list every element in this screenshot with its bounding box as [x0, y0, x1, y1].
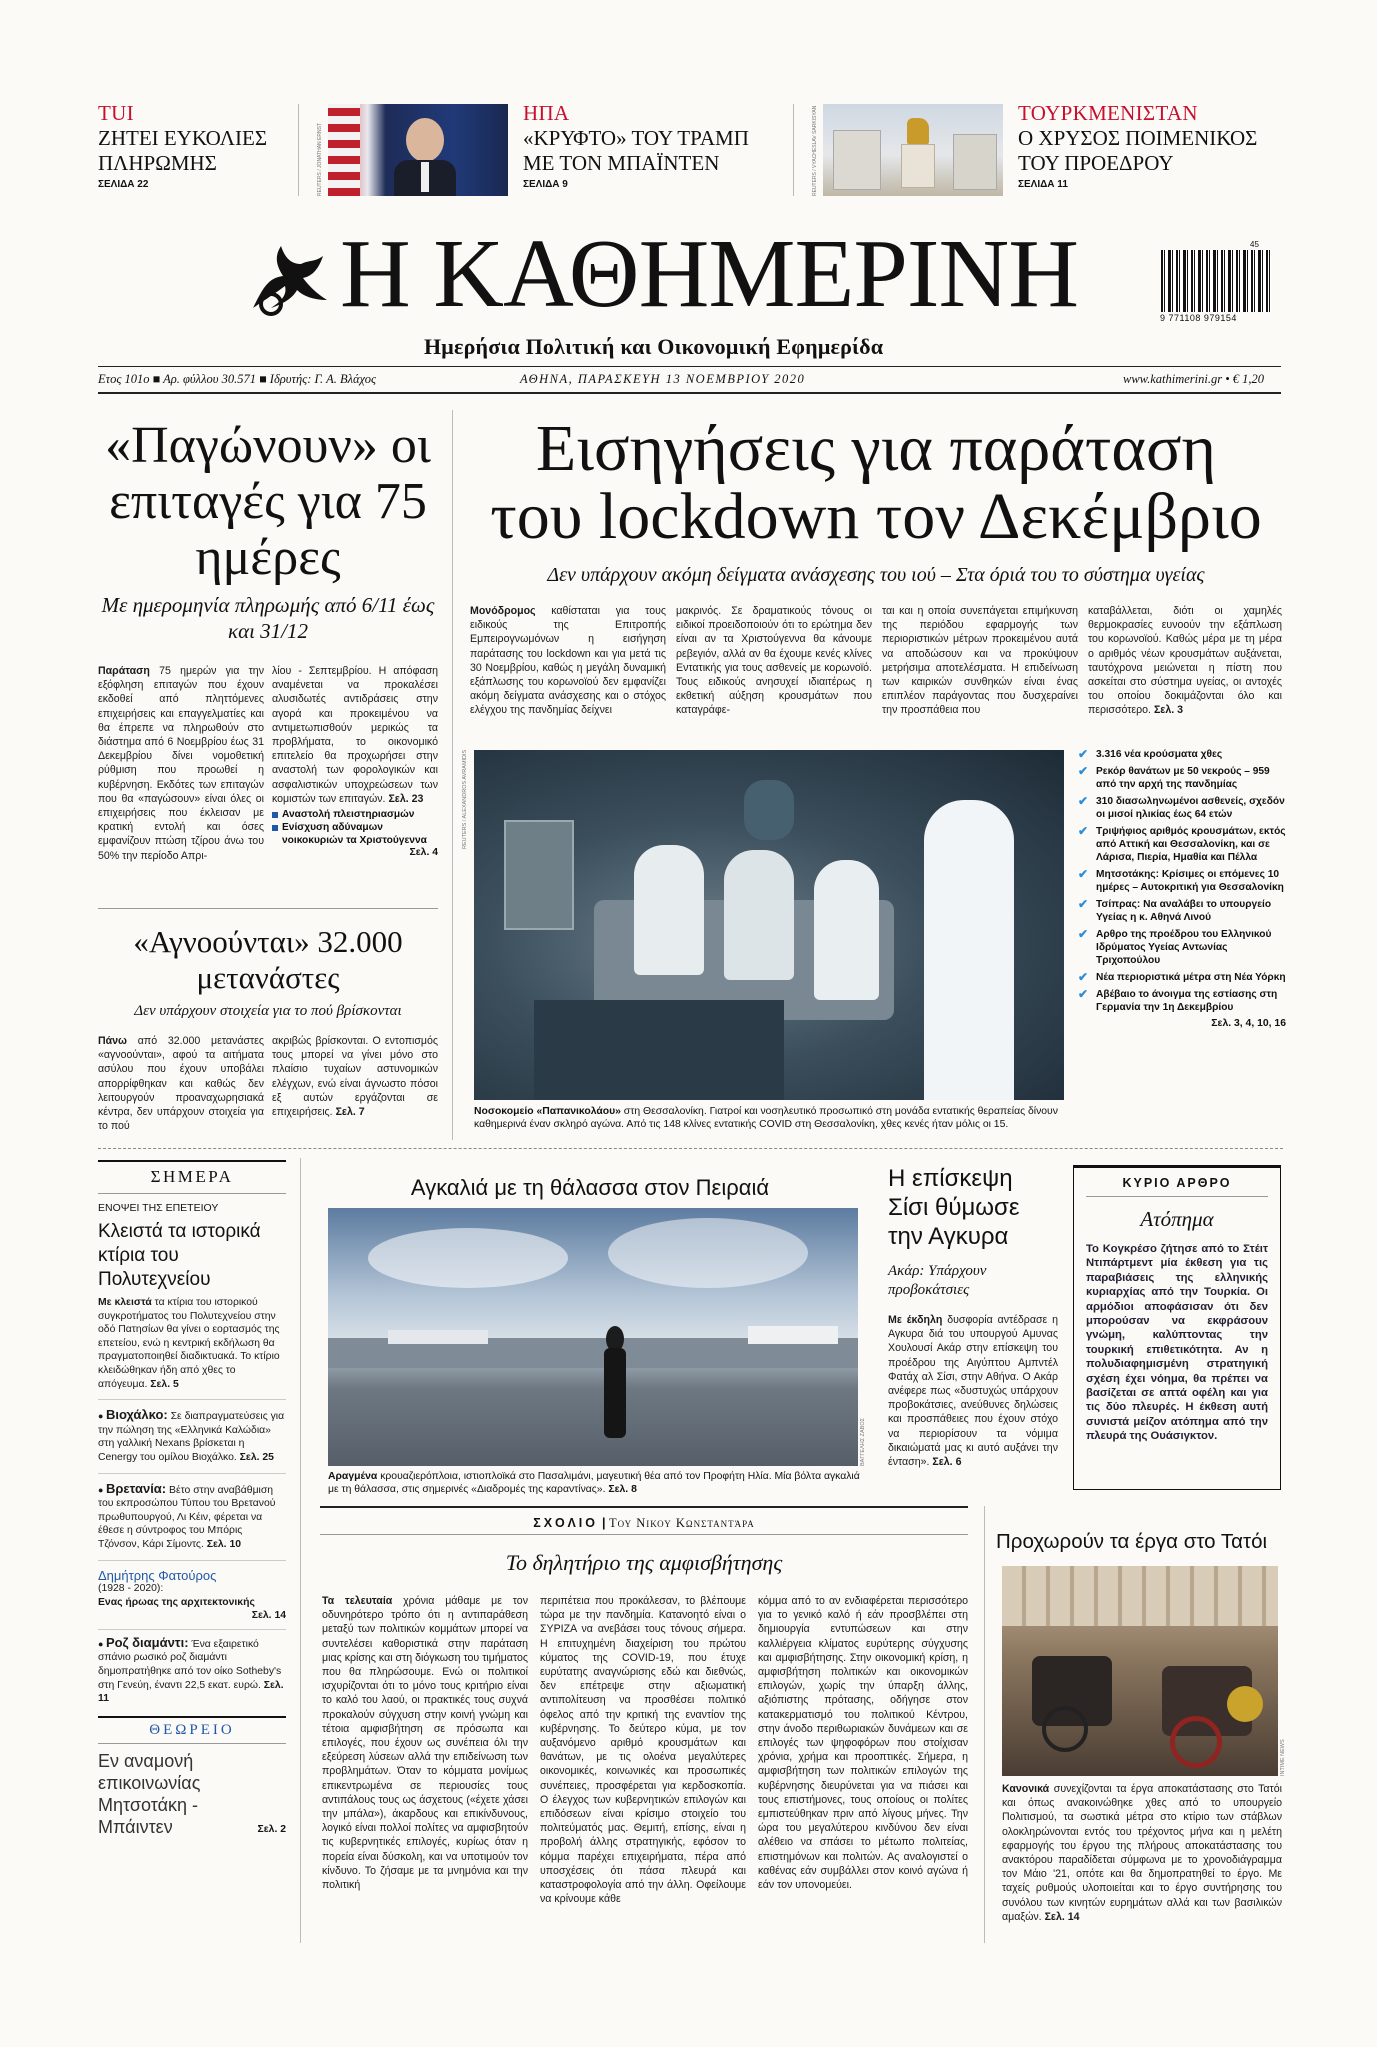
- teaser-tag: TUI: [98, 101, 134, 125]
- biden-photo: [328, 104, 508, 196]
- column-rule: [984, 1506, 985, 1943]
- page-ref: Σελ. 3, 4, 10, 16: [1211, 1018, 1286, 1029]
- teaser-page: ΣΕΛΙΔΑ 9: [523, 179, 568, 190]
- editorial-title: Ατόπημα: [1140, 1207, 1214, 1231]
- migrants-headline: «Αγνοούνται» 32.000 μετανάστες: [133, 924, 403, 995]
- lead-word: Μονόδρομος: [470, 605, 536, 617]
- teaser-divider: [298, 104, 299, 196]
- barcode-top: 45: [1250, 240, 1259, 249]
- teaser-title: ΖΗΤΕΙ ΕΥΚΟΛΙΕΣ ΠΛΗΡΩΜΗΣ: [98, 126, 268, 175]
- migrants-deck: Δεν υπάρχουν στοιχεία για το πού βρίσκονται: [134, 1003, 402, 1019]
- web-price: www.kathimerini.gr • € 1,20: [1123, 372, 1264, 386]
- migrants-col2: ακριβώς βρίσκονται. Ο εντοπισμός τους μπορεί να γίνει μόνο στο πλαίσιο τυχαίων αστυνομικών ελέγχων, ενώ είναι άγνωστο πόσοι εξ αυτών εργάζονται σε επιχειρήσεις. Σελ. 7: [272, 1035, 438, 1119]
- griffin-logo-icon: [243, 238, 331, 318]
- turkmenistan-photo: [823, 104, 1003, 196]
- masthead-subtitle: Ημερήσια Πολιτική και Οικονομική Εφημερίδα: [424, 334, 884, 359]
- piraeus-caption: Αραγμένα κρουαζιερόπλοια, ιστιοπλοϊκά στο Πασαλιμάνι, μαγευτική θέα από τον Προφήτη Ηλία. Μία βόλτα αγκαλιά με τη θάλασσα, στις σημερινές «Διαδρομές της καραντίνας». Σελ. 8: [328, 1471, 860, 1496]
- main-col4: καταβάλλεται, διότι οι χαμηλές θερμοκρασίες ευνοούν την εξάπλωση του κορωνοϊού. Καθώς μέρα με τη μέρα ο αριθμός νέων κρουσμάτων αυξάνεται, ταυτόχρονα μειώνεται η πίστη που ασκείται στο σύστημα υγείας, οι αντοχές του οποίου δοκιμάζονται όλο και περισσότερο. Σελ. 3: [1088, 605, 1282, 717]
- piraeus-photo: [328, 1208, 858, 1466]
- page-ref: Σελ. 4: [409, 847, 438, 859]
- photo-credit: INTIME NEWS: [1280, 1739, 1286, 1776]
- left-story-deck: Με ημερομηνία πληρωμής από 6/11 έως και 31/12: [101, 593, 435, 643]
- today-item-1: Με κλειστά τα κτίρια του ιστορικού συγκροτήματος του Πολυτεχνείου στην οδό Πατησίων θα γίνει ο εορτασμός της επετείου, ενώ η κεντρική εκδήλωση θα πραγματοποιηθεί διαδικτυακά. Το κτίριο κλειδώθηκαν ήδη από χθες το απόγευμα. Σελ. 5: [98, 1297, 280, 1390]
- photo-credit: REUTERS / VYACHESLAV SARKISYAN: [812, 105, 818, 196]
- comment-col2: περιπέτεια που προκάλεσαν, το βλέπουμε τώρα με την πανδημία. Κατανοητό είναι ο ΣΥΡΙΖΑ να ανεβάσει τους τόνους σήμερα. Η επιτυχημένη διαχείριση του πρώτου κύματος της COVID-19, που έτυχε ευρύτατης αναγνώρισης εδώ και διεθνώς, δεν επέτρεψε στην αξιωματική αντιπολίτευση να προσθέσει πολιτικό όφελος από την κριτική της εναντίον της κυβέρνησης. Το δεύτερο κύμα, με τον αυξανόμενο αριθμό κρουσμάτων και θανάτων, με τις ολοένα μεγαλύτερες οικονομικές, κοινωνικές και προσωπικές συνέπειες, προσφέρεται για κερδοσκοπία. Ο έλεγχος των κυβερνητικών επιλογών και επιδόσεων είναι κρίσιμο στοιχείο του πολιτεύματός μας. Θεμιτή, επίσης, είναι η προβολή άλλης στρατηγικής, εφόσον το κόμμα παρέχει επιχειρήματα, πέρα από υποσχέσεις ότι πάσα πλευρά και καταστροφολογία από την άλλη. Οφείλουμε να κρίνουμε κάθε: [540, 1595, 746, 1906]
- photo-credit: REUTERS / JONATHAN ERNST: [317, 123, 323, 196]
- teaser-page: ΣΕΛΙΔΑ 11: [1018, 179, 1068, 190]
- bullet-item[interactable]: ✔ Αρθρο της προέδρου του Ελληνικού Ιδρύματος Υγείας Αντωνίας Τριχοπούλου: [1078, 928, 1286, 967]
- main-deck: Δεν υπάρχουν ακόμη δείγματα ανάσχεσης του ιού – Στα όριά του το σύστημα υγείας: [547, 564, 1205, 586]
- bullet-item[interactable]: ✔ Αβέβαιο το άνοιγμα της εστίασης στη Γερμανία την 1η Δεκεμβρίου: [1078, 988, 1286, 1014]
- comment-col3: κόμμα από το αν ενδιαφέρεται περισσότερο για το γενικό καλό ή εάν προσβλέπει στη δημιουργία εντυπώσεων και στην καλλιέργεια κλίματος ευρύτερης σύγχυσης και αμφισβήτησης. Στην οικονομική κρίση, η αμφισβήτηση πολιτικών και οικονομικών επιλογών, χωρίς την ύπαρξη άλλης, αξιόπιστης πρότασης, οδήγησε στον κατακερματισμό του πολιτικού Κέντρου, στην άνοδο περιθωριακών δυνάμεων και σε επιλογές των ψηφοφόρων που στοίχισαν χρόνια, χρήμα και προοπτικές. Σήμερα, η αμφισβήτηση των πολιτικών επιλογών της κυβέρνησης διευρύνεται για να πιάσει και τους επιστήμονες, τους οποίους οι πολίτες εμπιστεύθηκαν πριν από λίγους μήνες. Την ώρα του μεγαλύτερου κινδύνου δεν είναι αλέθειο να σπάσει το μέτωπο πολιτείας, επιστημόνων και πολιτών. Ας αναλογιστεί ο καθένας εάν συμβάλλει στον κοινό αγώνα ή εάν τον υπονομεύει.: [758, 1595, 968, 1892]
- teaser-title: «ΚΡΥΦΤΟ» ΤΟΥ ΤΡΑΜΠ ΜΕ ΤΟΝ ΜΠΑΪΝΤΕΝ: [523, 126, 749, 175]
- comment-rule-thin: [320, 1534, 968, 1535]
- main-headline-2: του lockdown τον Δεκέμβριο: [490, 480, 1262, 553]
- lead-word: Παράταση: [98, 665, 150, 677]
- sisi-body: Με έκδηλη δυσφορία αντέδρασε η Αγκυρα διά του υπουργού Αμυνας Χουλουσί Ακάρ στην επίσκεψη του προέδρου της Αιγύπτου Αμπντέλ Φατάχ αλ Σίσι, στην Αθήνα. Ο Ακάρ ανέφερε πως «δυστυχώς υπάρχουν προβοκάτσιες, ανεύθυνες δηλώσεις και προσπάθειες που έχουν στόχο να περιορίσουν τα νόμιμα δικαιώματά μας κι αυτό αυξάνει την ένταση». Σελ. 6: [888, 1314, 1058, 1469]
- left-story-items: [272, 808, 438, 847]
- today-headline: Κλειστά τα ιστορικά κτίρια του Πολυτεχνείου: [98, 1221, 261, 1290]
- bullet-item[interactable]: ✔ Τριψήφιος αριθμός κρουσμάτων, εκτός από Αττική και Θεσσαλονίκη, και σε Λάρισα, Πιερία, Ημαθία και Πέλλα: [1078, 825, 1286, 864]
- photo-credit: REUTERS / ALEXANDROS AVRAMIDIS: [462, 750, 468, 850]
- editorial-text: Το Κογκρέσο ζήτησε από το Στέιτ Ντιπάρτμεντ μία έκθεση για τις παραβιάσεις της ελληνικής κυριαρχίας από την Τουρκία. Οι αρμόδιοι αποφάσισαν ότι δεν μπορούσαν να εκφράσουν γνώμη, καλύπτοντας την τουρκική επιθετικότητα. Αν η πολυδιαφημισμένη στρατηγική σχέση έχει νόημα, θα πρέπει να βασίζεται σε απτά οφέλη και για τις δύο πλευρές. Η έκθεση αυτή συνιστά μείζον ατόπημα από την πλευρά της Ουάσιγκτον.: [1086, 1243, 1269, 1443]
- comment-byline: ΣΧΟΛΙΟ | Του Νικου Κωνσταντάρα: [533, 1516, 755, 1530]
- theory-header: ΘΕΩΡΕΙΟ: [149, 1721, 235, 1738]
- today-item-4[interactable]: Δημήτρης Φατούρος (1928 - 2020): Ενας ήρωας της αρχιτεκτονικής Σελ. 14: [98, 1567, 286, 1622]
- today-column: [98, 1160, 286, 1835]
- list-item[interactable]: Αναστολή πλειστηριασμών: [272, 808, 438, 821]
- barcode-number: 9 771108 979154: [1160, 313, 1237, 323]
- list-item[interactable]: Ενίσχυση αδύναμων νοικοκυριών τα Χριστούγεννα: [272, 821, 438, 847]
- today-kicker: ΕΝΟΨΕΙ ΤΗΣ ΕΠΕΤΕΙΟΥ: [98, 1202, 219, 1214]
- editorial-box: [1073, 1165, 1281, 1490]
- issue-info: Ετος 101ο ■ Αρ. φύλλου 30.571 ■ Ιδρυτής: Γ. Α. Βλάχος: [98, 372, 377, 386]
- column-rule: [300, 1158, 301, 1943]
- today-item-2[interactable]: ● Βιοχάλκο: Σε διαπραγματεύσεις για την πώληση της «Ελληνικά Καλώδια» στη γαλλική Nexans βρίσκεται η Cenergy του ομίλου Βιοχάλκο. Σελ. 25: [98, 1408, 286, 1464]
- left-story-col2: λίου - Σεπτεμβρίου. Η απόφαση αναμένεται να προκαλέσει αλυσιδωτές αντιδράσεις στην αγορά και προκειμένου να αντιμετωπισθούν μερικώς τα προβλήματα, το οικονομικό επιτελείο θα προχωρήσει στην αναστολή των φορολογικών και ασφαλιστικών υποχρεώσεων των κομιστών των επιταγών. Σελ. 23: [272, 665, 438, 805]
- masthead-rule-bottom: [98, 392, 1281, 394]
- bullet-item[interactable]: ✔ Μητσοτάκης: Κρίσιμες οι επόμενες 10 ημέρες – Αυτοκριτική για Θεσσαλονίκη: [1078, 868, 1286, 894]
- teaser-usa[interactable]: [523, 101, 763, 190]
- left-divider: [98, 908, 438, 909]
- page-ref: Σελ. 2: [257, 1823, 286, 1835]
- rule: [98, 1160, 286, 1162]
- section-divider: [98, 1148, 1283, 1149]
- comment-author: Του Νικου Κωνσταντάρα: [608, 1516, 755, 1530]
- piraeus-headline: Αγκαλιά με τη θάλασσα στον Πειραιά: [410, 1175, 770, 1200]
- comment-title: Το δηλητήριο της αμφισβήτησης: [505, 1550, 783, 1575]
- comment-rule: [320, 1506, 968, 1508]
- left-story-col1: Παράταση 75 ημερών για την εξόφληση επιταγών που έχουν εκδοθεί από πληττόμενες επιχειρήσεις και επαγγελματίες και θα έπρεπε να πληρωθούν στο διάστημα από 6 Νοεμβρίου έως 31 Δεκεμβρίου δίνει νομοθετική ρύθμιση που προωθεί η κυβέρνηση. Εκδότες των επιταγών που θα «παγώσουν» είναι όλες οι επιχειρήσεις που έκλεισαν με κρατική εντολή και όσες εμφανίζουν πτώση τζίρου άνω του 50% την περίοδο Απρι-: [98, 665, 264, 862]
- tatoi-photo: [1002, 1566, 1278, 1776]
- teaser-divider: [793, 104, 794, 196]
- tatoi-body: Κανονικά συνεχίζονται τα έργα αποκατάστασης στο Τατόι και όπως ανακοινώθηκε χθες από το υπουργείο Πολιτισμού, τα σωστικά μέτρα στο κτίριο των στάβλων ολοκληρώνονται εντός του τρέχοντος μήνα και η μελέτη εφαρμογής του έργου της πλήρους αποκατάστασης του ανακτόρου παραδίδεται σύμφωνα με το χρονοδιάγραμμα τον Μάιο '21, οπότε και θα δημοπρατηθεί το έργο. Με ταχείς ρυθμούς υλοποιείται και το έργο συντήρησης του συνόλου των κινητών ευρημάτων αλλά και των βασιλικών αμαξών. Σελ. 14: [1002, 1783, 1282, 1923]
- bullet-item[interactable]: ✔ Ρεκόρ θανάτων με 50 νεκρούς – 959 από την αρχή της πανδημίας: [1078, 765, 1286, 791]
- sisi-headline: Η επίσκεψη Σίσι θύμωσε την Αγκυρα: [888, 1165, 1020, 1250]
- migrants-col1: Πάνω από 32.000 μετανάστες «αγνοούνται», αφού τα αιτήματα ασύλου που έχουν υποβάλει απορρίφθηκαν και καθώς δεν λειτουργούν προαναχωρησιακά κέντρα, δεν υπάρχουν στοιχεία για το πού: [98, 1035, 264, 1133]
- lead-word: Πάνω: [98, 1035, 128, 1047]
- bullet-item[interactable]: ✔ 3.316 νέα κρούσματα χθες: [1078, 748, 1286, 761]
- bullet-item[interactable]: ✔ 310 διασωληνωμένοι ασθενείς, σχεδόν οι μισοί ηλικίας έως 64 ετών: [1078, 795, 1286, 821]
- column-rule: [452, 410, 453, 1140]
- main-col3: ται και η οποία συνεπάγεται επιμήκυνση της περιόδου εφαρμογής των περιοριστικών μέτρων προκειμένου αυτά να αποδώσουν και να προκύψουν μετρήσιμα αποτελέσματα. Η επιδείνωση των καιρικών συνθηκών είναι ένας επιπλέον παράγοντας που δυσχεραίνει την προσπάθεια που: [882, 605, 1078, 717]
- main-col2: μακρινός. Σε δραματικούς τόνους οι ειδικοί προειδοποιούν ότι το ερώτημα δεν είναι αν τα Χριστούγεννα θα κάνουμε ρεβεγιόν, αλλά αν θα έχουμε κενές κλίνες Εντατικής για τους ασθενείς με κορωνοϊό. Τους ειδικούς ανησυχεί ιδιαιτέρως η εκθετική αύξηση κρουσμάτων που καταγράφε-: [676, 605, 872, 717]
- today-item-3[interactable]: ● Βρετανία: Βέτο στην αναβάθμιση του εκπροσώπου Τύπου του Βρετανού πρωθυπουργού, Λι Κέιν, φέρεται να έθεσε η σύντροφος του Μπόρις Τζόνσον, Κάρι Σίμοντς. Σελ. 10: [98, 1482, 286, 1552]
- masthead-title: Η ΚΑΘΗΜΕΡΙΝΗ: [340, 220, 1079, 328]
- tatoi-headline: Προχωρούν τα έργα στο Τατόι: [996, 1530, 1268, 1553]
- today-item-5[interactable]: ● Ροζ διαμάντι: Ένα εξαιρετικό σπάνιο ρωσικό ροζ διαμάντι δημοπρατήθηκε από τον οίκο Sotheby's στη Γενεύη, έναντι 22,5 εκατ. ευρώ. Σελ. 11: [98, 1636, 286, 1706]
- comment-label: ΣΧΟΛΙΟ: [533, 1516, 598, 1530]
- masthead-rule-top: [98, 366, 1281, 367]
- teaser-page: ΣΕΛΙΔΑ 22: [98, 179, 149, 190]
- left-story-headline: «Παγώνουν» οι επιταγές για 75 ημέρες: [105, 417, 431, 586]
- teaser-tag: ΗΠΑ: [523, 101, 570, 125]
- icu-caption: Νοσοκομείο «Παπανικολάου» στη Θεσσαλονίκη. Γιατροί και νοσηλευτικό προσωπικό στη μονάδα εντατικής θεραπείας δίνουν καθημερινά έναν σκληρό αγώνα. Από τις 148 κλίνες εντατικής COVID στη Θεσσαλονίκη, χθες κενές ήταν μόλις οι 15.: [474, 1106, 1058, 1130]
- theory-text[interactable]: Εν αναμονή επικοινωνίας Μητσοτάκη - Μπάιντεν: [98, 1750, 201, 1837]
- date-line: ΑΘΗΝΑ, ΠΑΡΑΣΚΕΥΗ 13 ΝΟΕΜΒΡΙΟΥ 2020: [520, 372, 806, 386]
- teaser-title: Ο ΧΡΥΣΟΣ ΠΟΙΜΕΝΙΚΟΣ ΤΟΥ ΠΡΟΕΔΡΟΥ: [1018, 126, 1258, 175]
- icu-photo: [474, 750, 1064, 1100]
- teaser-turkmenistan[interactable]: [1018, 101, 1288, 190]
- main-headline-1: Εισηγήσεις για παράταση: [535, 412, 1217, 485]
- barcode: [1161, 250, 1271, 312]
- covid-bullets: [1078, 748, 1286, 1029]
- left-story-col2-wrap: [272, 664, 438, 858]
- bullet-item[interactable]: ✔ Νέα περιοριστικά μέτρα στη Νέα Υόρκη: [1078, 971, 1286, 984]
- sisi-deck: Ακάρ: Υπάρχουν προβοκάτσιες: [888, 1263, 987, 1298]
- bullet-item[interactable]: ✔ Τσίπρας: Να αναλάβει το υπουργείο Υγείας η κ. Αθηνά Λινού: [1078, 898, 1286, 924]
- editorial-header: ΚΥΡΙΟ ΑΡΘΡΟ: [1122, 1176, 1232, 1190]
- photo-credit: ΒΑΓΓΕΛΗΣ ΖΑΒΟΣ: [860, 1417, 866, 1466]
- teaser-tag: ΤΟΥΡΚΜΕΝΙΣΤΑΝ: [1018, 101, 1198, 125]
- main-col1: Μονόδρομος καθίσταται για τους ειδικούς της Επιτροπής Εμπειρογνωμόνων η εισήγηση παράτασης του lockdown και για μετά τις 30 Νοεμβρίου, καθώς η μεγάλη δυναμική εξάπλωσης του κορωνοϊού δεν εμφανίζει ακόμη δείγματα ανάσχεσης και ο στόχος ελέγχου της πανδημίας δείχνει: [470, 605, 666, 717]
- comment-col1: Τα τελευταία χρόνια μάθαμε με τον οδυνηρότερο τρόπο ότι η αντιπαράθεση μεταξύ των πολιτικών κομμάτων μπορεί να συντελέσει καθοριστικά στην παράταση μιας κρίσης και στη διόγκωση του τιμήματος που θα πληρώσουμε. Ενώ οι πολιτικοί ισχυρίζονται ότι το μόνο τους κριτήριο είναι το καλό του λαού, οι πρακτικές τους συχνά προκαλούν σύγχυση στην κοινή γνώμη και τέτοια αμφισβήτηση σε πρόσωπα και επιλογές, που έχουν ως συνέπεια όλι την εξεύρεση λύσεων αλλά την επιδείνωση των προβλημάτων. Όταν το κόμματα μονίμως επικεντρωμένα σε περιουσίες τους αντιπάλους τους ως άσχετους («έχετε χάσει την μπάλα»), άκαρδους και επικίνδυνους, λογικό είναι πολλοί πολίτες να αμφισβητούν τις κυβερνητικές επιλογές, κυρίως όταν η πορεία είναι δύσκολη, και να υποτιμούν τον κίνδυνο. Το ζήσαμε με τα μνημόνια και την πολιτική: [322, 1595, 528, 1892]
- teaser-tui[interactable]: [98, 101, 298, 190]
- today-header: ΣΗΜΕΡΑ: [150, 1167, 234, 1186]
